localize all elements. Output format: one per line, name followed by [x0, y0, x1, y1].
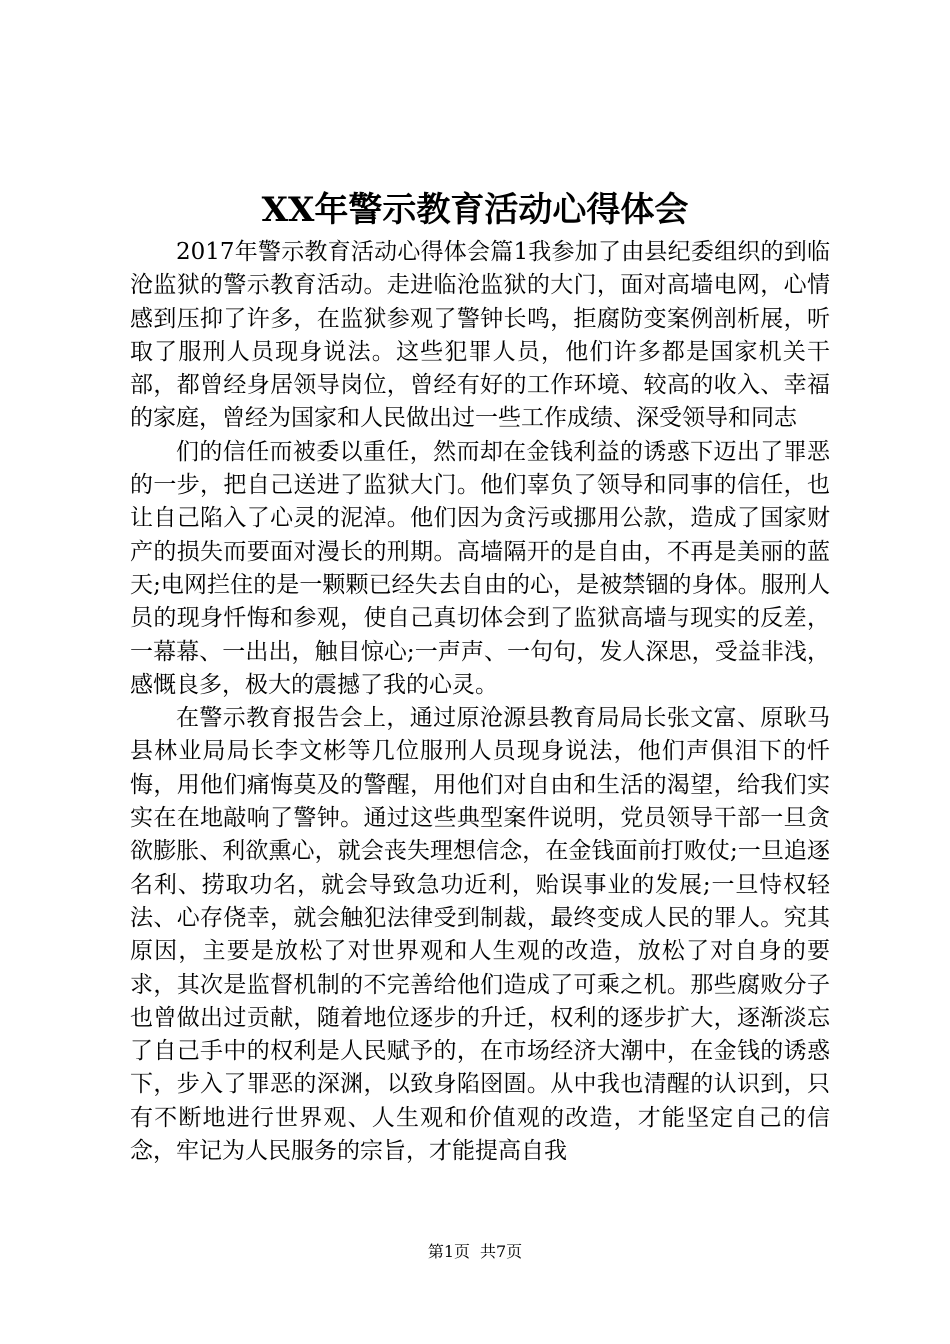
paragraph-3: 在警示教育报告会上，通过原沧源县教育局局长张文富、原耿马县林业局局长李文彬等几位服刑人员现身说法，他们声俱泪下的忏悔，用他们痛悔莫及的警醒，用他们对自由和生活的渴望，给我们实实在在地敲响了警钟。通过这些典型案件说明，党员领导干部一旦贪欲膨胀、利欲熏心，就会丧失理想信念，在金钱面前打败仗;一旦追逐名利、捞取功名，就会导致急功近利，贻误事业的发展;一旦恃权轻法、心存侥幸，就会触犯法律受到制裁，最终变成人民的罪人。究其原因，主要是放松了对世界观和人生观的改造，放松了对自身的要求，其次是监督机制的不完善给他们造成了可乘之机。那些腐败分子也曾做出过贡献，随着地位逐步的升迁，权利的逐步扩大，逐渐淡忘了自己手中的权利是人民赋予的，在市场经济大潮中，在金钱的诱惑下，步入了罪恶的深渊，以致身陷囹圄。从中我也清醒的认识到，只有不断地进行世界观、人生观和价值观的改造，才能坚定自己的信念，牢记为人民服务的宗旨，才能提高自我: [130, 705, 830, 1165]
document-body: [130, 236, 830, 1168]
page-number: 第1页: [427, 1242, 470, 1261]
page-footer: [0, 1240, 950, 1264]
document-title: XX年警示教育活动心得体会: [261, 190, 689, 230]
page-total: 共7页: [480, 1242, 523, 1261]
paragraph-2: 们的信任而被委以重任，然而却在金钱利益的诱惑下迈出了罪恶的一步，把自己送进了监狱大门。他们辜负了领导和同事的信任，也让自己陷入了心灵的泥淖。他们因为贪污或挪用公款，造成了国家财产的损失而要面对漫长的刑期。高墙隔开的是自由，不再是美丽的蓝天;电网拦住的是一颗颗已经失去自由的心，是被禁锢的身体。服刑人员的现身忏悔和参观，使自己真切体会到了监狱高墙与现实的反差，一幕幕、一出出，触目惊心;一声声、一句句，发人深思，受益非浅，感慨良多，极大的震撼了我的心灵。: [130, 438, 830, 698]
paragraph-1: 2017年警示教育活动心得体会篇1我参加了由县纪委组织的到临沧监狱的警示教育活动。走进临沧监狱的大门，面对高墙电网，心情感到压抑了许多，在监狱参观了警钟长鸣，拒腐防变案例剖析展，听取了服刑人员现身说法。这些犯罪人员，他们许多都是国家机关干部，都曾经身居领导岗位，曾经有好的工作环境、较高的收入、幸福的家庭，曾经为国家和人民做出过一些工作成绩、深受领导和同志: [130, 239, 830, 432]
